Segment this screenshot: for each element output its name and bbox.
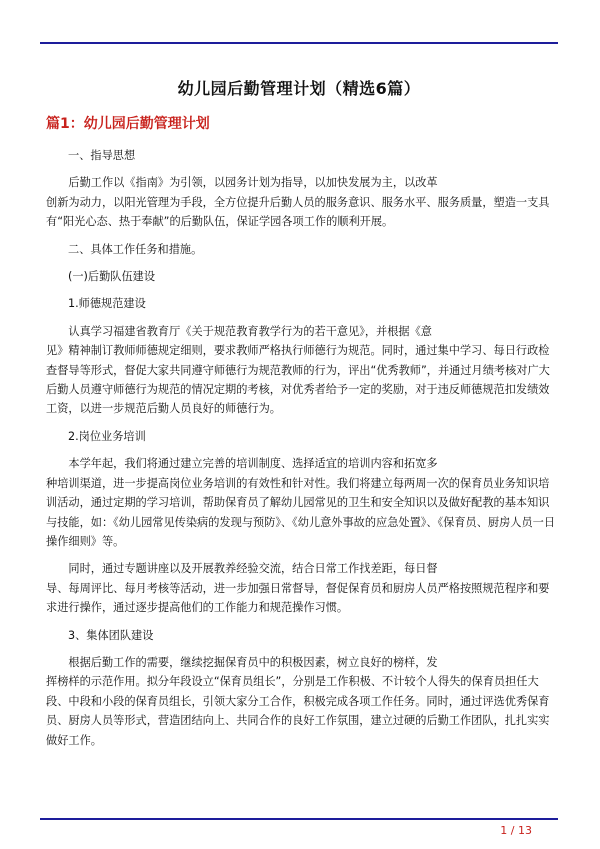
document-body (46, 146, 556, 758)
document-title: 幼儿园后勤管理计划（精选6篇） (177, 79, 421, 98)
paragraph: 后勤工作以《指南》为引领，以园务计划为指导，以加快发展为主，以改革 创新为动力，以阳光管理为手段，全方位提升后勤人员的服务意识、服务水平、服务质量，塑造一支具有“阳光心态、热于奉献”的后勤队伍，保证学园各项工作的顺利开展。 (46, 176, 550, 229)
section-heading: 一、指导思想 (68, 149, 136, 162)
paragraph: 根据后勤工作的需要，继续挖掘保育员中的积极因素，树立良好的榜样，发 挥榜样的示范作用。拟分年段设立“保育员组长”，分别是工作积极、不计较个人得失的保育员担任大段、中段和小段的保育员组长，引领大家分工合作，积极完成各项工作任务。同时，通过评选优秀保育员、厨房人员等形式，营造团结向上、共同合作的良好工作氛围，建立过硬的后勤工作团队，扎扎实实做好工作。 (46, 655, 550, 747)
subsection-heading: (一)后勤队伍建设 (68, 270, 156, 284)
subsection-heading: 1.师德规范建设 (68, 297, 146, 311)
header-rule (40, 42, 558, 44)
section-heading: 二、具体工作任务和措施。 (68, 242, 203, 256)
paragraph: 同时，通过专题讲座以及开展教养经验交流，结合日常工作找差距，每日督 导、每周评比、每月考核等活动，进一步加强日常督导，督促保育员和厨房人员严格按照规范程序和要求进行操作，通过逐步提高他们的工作能力和规范操作习惯。 (46, 562, 550, 615)
footer-rule (40, 818, 558, 820)
paragraph: 本学年起，我们将通过建立完善的培训制度、选择适宜的培训内容和拓宽多 种培训渠道，进一步提高岗位业务培训的有效性和针对性。我们将建立每两周一次的保育员业务知识培训活动，通过定期的学习培训，帮助保育员了解幼儿园常见的卫生和安全知识以及做好配教的基本知识与技能，如：《幼儿园常见传染病的发现与预防》、《幼儿意外事故的应急处置》、《保育员、厨房人员一日操作细则》等。 (46, 457, 556, 548)
page-number: 1 / 13 (500, 824, 532, 837)
paragraph: 认真学习福建省教育厅《关于规范教育教学行为的若干意见》，并根据《意 见》精神制订教师师德规定细则，要求教师严格执行师德行为规范。同时，通过集中学习、每日行政检查督导等形式，督促大家共同遵守师德行为规范教师的行为，评出“优秀教师”，并通过月绩考核对广大后勤人员遵守师德行为规范的情况定期的考核，对优秀者给予一定的奖励，对于违反师德规范扣发绩效工资，以进一步规范后勤人员良好的师德行为。 (46, 324, 550, 416)
article-title: 篇1：幼儿园后勤管理计划 (46, 116, 210, 132)
subsection-heading: 3、集体团队建设 (68, 628, 154, 642)
subsection-heading: 2.岗位业务培训 (68, 429, 146, 443)
